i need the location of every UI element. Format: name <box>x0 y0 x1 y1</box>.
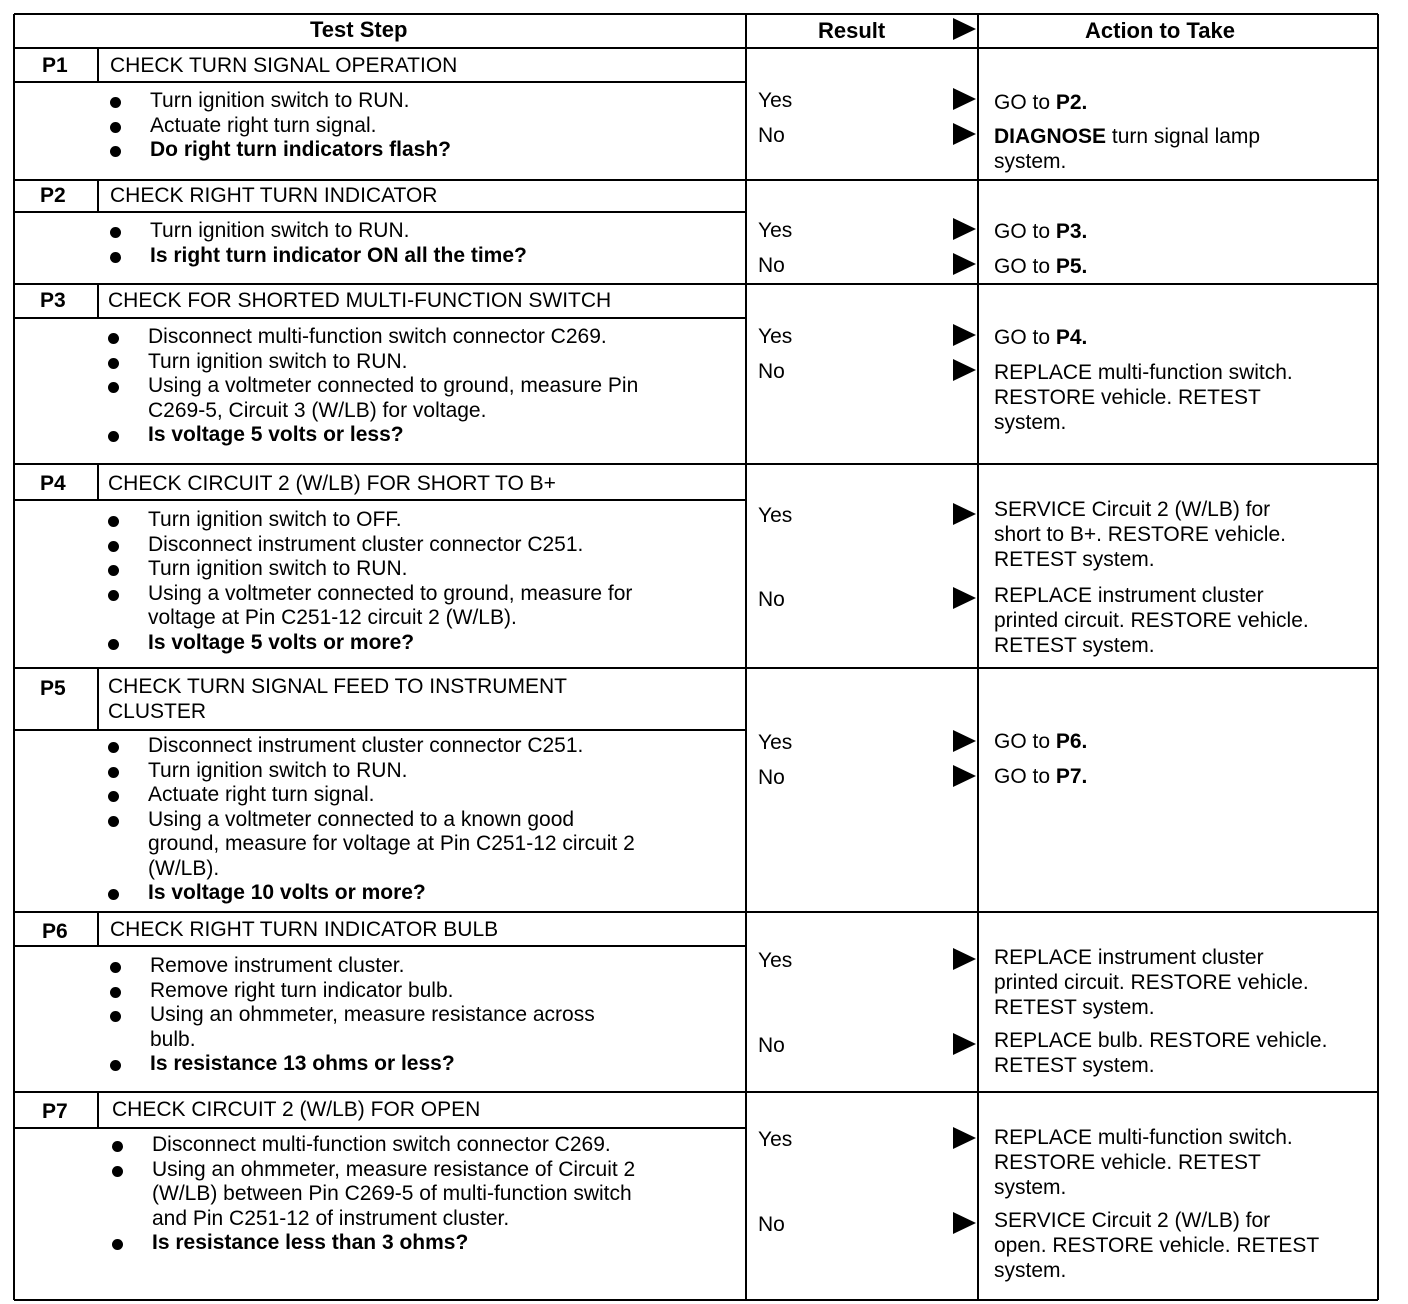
action-detail: REPLACE multi-function switch. RESTORE vehicle. RETEST system. <box>994 361 1293 434</box>
bullet-icon <box>108 565 119 576</box>
action-keyword: GO to <box>994 220 1051 243</box>
action-detail: P2. <box>1055 91 1088 114</box>
result-label: Yes <box>758 504 793 527</box>
step-instruction <box>112 1158 635 1232</box>
action-detail: turn signal lamp system. <box>994 125 1261 173</box>
step-question <box>112 1231 635 1256</box>
action-detail: P4. <box>1055 326 1088 349</box>
action-detail: P6. <box>1055 730 1088 753</box>
header-result: Result <box>818 18 886 43</box>
instruction-text: Is resistance 13 ohms or less? <box>150 1052 455 1075</box>
instruction-text: Using an ohmmeter, measure resistance across bulb. <box>150 1003 595 1051</box>
instruction-text: Using a voltmeter connected to a known good ground, measure for voltage at Pin C251-12 circuit 2 (W/LB). <box>148 807 635 880</box>
instruction-text: Turn ignition switch to RUN. <box>148 557 408 580</box>
instruction-text: Using an ohmmeter, measure resistance of Circuit 2 (W/LB) between Pin C269-5 of multi-function switch and Pin C251-12 of instrument cluster. <box>152 1157 636 1230</box>
action-keyword: GO to <box>994 326 1051 349</box>
arrow-right-icon <box>953 587 976 609</box>
step-title: CHECK TURN SIGNAL OPERATION <box>110 54 458 77</box>
instruction-text: Disconnect instrument cluster connector C251. <box>148 734 584 757</box>
step-code: P3 <box>40 289 66 312</box>
step-instruction <box>108 783 635 808</box>
arrow-right-icon <box>953 1212 976 1234</box>
action-detail: P3. <box>1055 220 1088 243</box>
result-label: No <box>758 124 785 147</box>
step-checklist <box>110 954 595 1077</box>
step-instruction <box>108 508 632 533</box>
arrow-right-icon <box>953 1033 976 1055</box>
action-text <box>994 729 1087 754</box>
bullet-icon <box>110 1060 121 1071</box>
bullet-icon <box>112 1166 123 1177</box>
result-label: No <box>758 766 785 789</box>
step-instruction <box>110 114 451 139</box>
action-detail: P7. <box>1055 765 1088 788</box>
result-label: No <box>758 1213 785 1236</box>
action-keyword: GO to <box>994 255 1051 278</box>
bullet-icon <box>108 742 119 753</box>
bullet-icon <box>108 791 119 802</box>
instruction-text: Is right turn indicator ON all the time? <box>150 243 527 267</box>
header-test-step: Test Step <box>310 17 408 42</box>
result-label: Yes <box>758 1128 793 1151</box>
result-label: Yes <box>758 325 793 348</box>
step-title: CHECK RIGHT TURN INDICATOR <box>110 184 438 207</box>
instruction-text: Using a voltmeter connected to ground, measure Pin C269-5, Circuit 3 (W/LB) for voltage. <box>148 374 639 422</box>
step-code: P4 <box>40 472 66 495</box>
instruction-text: Do right turn indicators flash? <box>150 138 452 161</box>
header-arrow-icon <box>953 18 976 40</box>
result-label: Yes <box>758 949 793 972</box>
instruction-text: Turn ignition switch to RUN. <box>150 89 410 112</box>
bullet-icon <box>108 889 119 900</box>
instruction-text: Remove instrument cluster. <box>150 954 405 977</box>
step-instruction <box>108 759 635 784</box>
step-instruction <box>108 582 632 631</box>
bullet-icon <box>110 1011 121 1022</box>
action-detail: SERVICE Circuit 2 (W/LB) for short to B+. RESTORE vehicle. RETEST system. <box>994 498 1286 571</box>
arrow-right-icon <box>953 359 976 381</box>
action-text <box>994 90 1087 115</box>
action-keyword: DIAGNOSE <box>994 125 1107 148</box>
step-instruction <box>108 734 635 759</box>
arrow-right-icon <box>953 253 976 275</box>
result-label: No <box>758 360 785 383</box>
step-instruction <box>110 89 451 114</box>
instruction-text: Disconnect instrument cluster connector C251. <box>148 532 584 556</box>
step-code: P2 <box>40 184 66 207</box>
result-label: No <box>758 254 785 277</box>
step-instruction <box>110 1003 595 1052</box>
instruction-text: Disconnect multi-function switch connector C269. <box>148 325 607 348</box>
step-title: CHECK FOR SHORTED MULTI-FUNCTION SWITCH <box>108 289 612 312</box>
arrow-right-icon <box>953 765 976 787</box>
arrow-right-icon <box>953 324 976 346</box>
instruction-text: Turn ignition switch to RUN. <box>150 219 410 242</box>
step-instruction <box>110 954 595 979</box>
bullet-icon <box>110 227 121 238</box>
action-text <box>994 1125 1293 1200</box>
step-checklist <box>108 508 632 655</box>
bullet-icon <box>108 816 119 827</box>
step-code: P1 <box>42 54 68 77</box>
step-question <box>110 138 451 163</box>
instruction-text: Actuate right turn signal. <box>148 783 375 806</box>
arrow-right-icon <box>953 88 976 110</box>
step-checklist <box>112 1133 635 1256</box>
arrow-right-icon <box>953 1127 976 1149</box>
arrow-right-icon <box>953 948 976 970</box>
action-keyword: GO to <box>994 765 1051 788</box>
step-instruction <box>112 1133 635 1158</box>
instruction-text: Disconnect multi-function switch connector C269. <box>152 1133 611 1156</box>
action-text <box>994 497 1286 572</box>
action-detail: REPLACE instrument cluster printed circuit. RESTORE vehicle. RETEST system. <box>994 946 1309 1019</box>
instruction-text: Using a voltmeter connected to ground, measure for voltage at Pin C251-12 circuit 2 (W/LB). <box>148 581 633 629</box>
step-question <box>108 631 632 656</box>
step-title: CHECK CIRCUIT 2 (W/LB) FOR OPEN <box>112 1098 481 1121</box>
bullet-icon <box>108 590 119 601</box>
header-action: Action to Take <box>1085 18 1235 43</box>
action-text <box>994 219 1087 244</box>
arrow-right-icon <box>953 218 976 240</box>
step-code: P6 <box>42 920 68 943</box>
action-text <box>994 360 1293 435</box>
result-label: Yes <box>758 219 793 242</box>
action-text <box>994 764 1087 789</box>
action-detail: REPLACE bulb. RESTORE vehicle. RETEST system. <box>994 1029 1328 1077</box>
step-instruction <box>110 979 595 1004</box>
step-code: P5 <box>40 677 66 700</box>
action-keyword: GO to <box>994 730 1051 753</box>
action-text <box>994 254 1087 279</box>
action-text <box>994 583 1309 658</box>
step-instruction <box>108 350 638 375</box>
bullet-icon <box>112 1239 123 1250</box>
bullet-icon <box>108 382 119 393</box>
instruction-text: Turn ignition switch to RUN. <box>148 349 408 373</box>
instruction-text: Is voltage 5 volts or less? <box>148 423 404 446</box>
step-instruction <box>108 557 632 582</box>
instruction-text: Turn ignition switch to RUN. <box>148 758 408 782</box>
action-text <box>994 124 1260 174</box>
arrow-right-icon <box>953 503 976 525</box>
bullet-icon <box>112 1141 123 1152</box>
result-label: No <box>758 588 785 611</box>
step-checklist <box>110 89 451 163</box>
bullet-icon <box>110 962 121 973</box>
action-text <box>994 1028 1327 1078</box>
bullet-icon <box>110 252 121 263</box>
step-instruction <box>108 533 632 558</box>
step-title: CHECK RIGHT TURN INDICATOR BULB <box>110 918 499 941</box>
bullet-icon <box>108 333 119 344</box>
result-label: No <box>758 1034 785 1057</box>
bullet-icon <box>110 146 121 157</box>
bullet-icon <box>108 358 119 369</box>
step-title: CHECK CIRCUIT 2 (W/LB) FOR SHORT TO B+ <box>108 472 556 495</box>
action-detail: REPLACE instrument cluster printed circuit. RESTORE vehicle. RETEST system. <box>994 584 1309 657</box>
bullet-icon <box>110 122 121 133</box>
action-keyword: GO to <box>994 91 1051 114</box>
action-text <box>994 325 1087 350</box>
result-label: Yes <box>758 89 793 112</box>
step-question <box>110 244 527 269</box>
step-instruction <box>110 219 527 244</box>
step-checklist <box>110 219 527 268</box>
step-checklist <box>108 325 638 448</box>
action-detail: P5. <box>1055 255 1088 278</box>
bullet-icon <box>108 541 119 552</box>
step-title: CHECK TURN SIGNAL FEED TO INSTRUMENT CLUSTER <box>108 675 567 723</box>
bullet-icon <box>110 97 121 108</box>
action-detail: REPLACE multi-function switch. RESTORE vehicle. RETEST system. <box>994 1126 1293 1199</box>
step-question <box>110 1052 595 1077</box>
step-instruction <box>108 808 635 882</box>
instruction-text: Is voltage 5 volts or more? <box>148 630 415 654</box>
step-checklist <box>108 734 635 906</box>
action-detail: SERVICE Circuit 2 (W/LB) for open. RESTORE vehicle. RETEST system. <box>994 1209 1320 1282</box>
bullet-icon <box>108 639 119 650</box>
action-text <box>994 1208 1319 1283</box>
instruction-text: Is voltage 10 volts or more? <box>148 881 426 904</box>
result-label: Yes <box>758 731 793 754</box>
step-code: P7 <box>42 1100 68 1123</box>
action-text <box>994 945 1309 1020</box>
step-question <box>108 423 638 448</box>
bullet-icon <box>110 987 121 998</box>
instruction-text: Is resistance less than 3 ohms? <box>152 1231 469 1254</box>
bullet-icon <box>108 516 119 527</box>
step-instruction <box>108 325 638 350</box>
instruction-text: Actuate right turn signal. <box>150 113 377 137</box>
bullet-icon <box>108 767 119 778</box>
instruction-text: Turn ignition switch to OFF. <box>148 508 402 531</box>
arrow-right-icon <box>953 730 976 752</box>
instruction-text: Remove right turn indicator bulb. <box>150 978 454 1002</box>
step-instruction <box>108 374 638 423</box>
arrow-right-icon <box>953 123 976 145</box>
step-question <box>108 881 635 906</box>
bullet-icon <box>108 431 119 442</box>
